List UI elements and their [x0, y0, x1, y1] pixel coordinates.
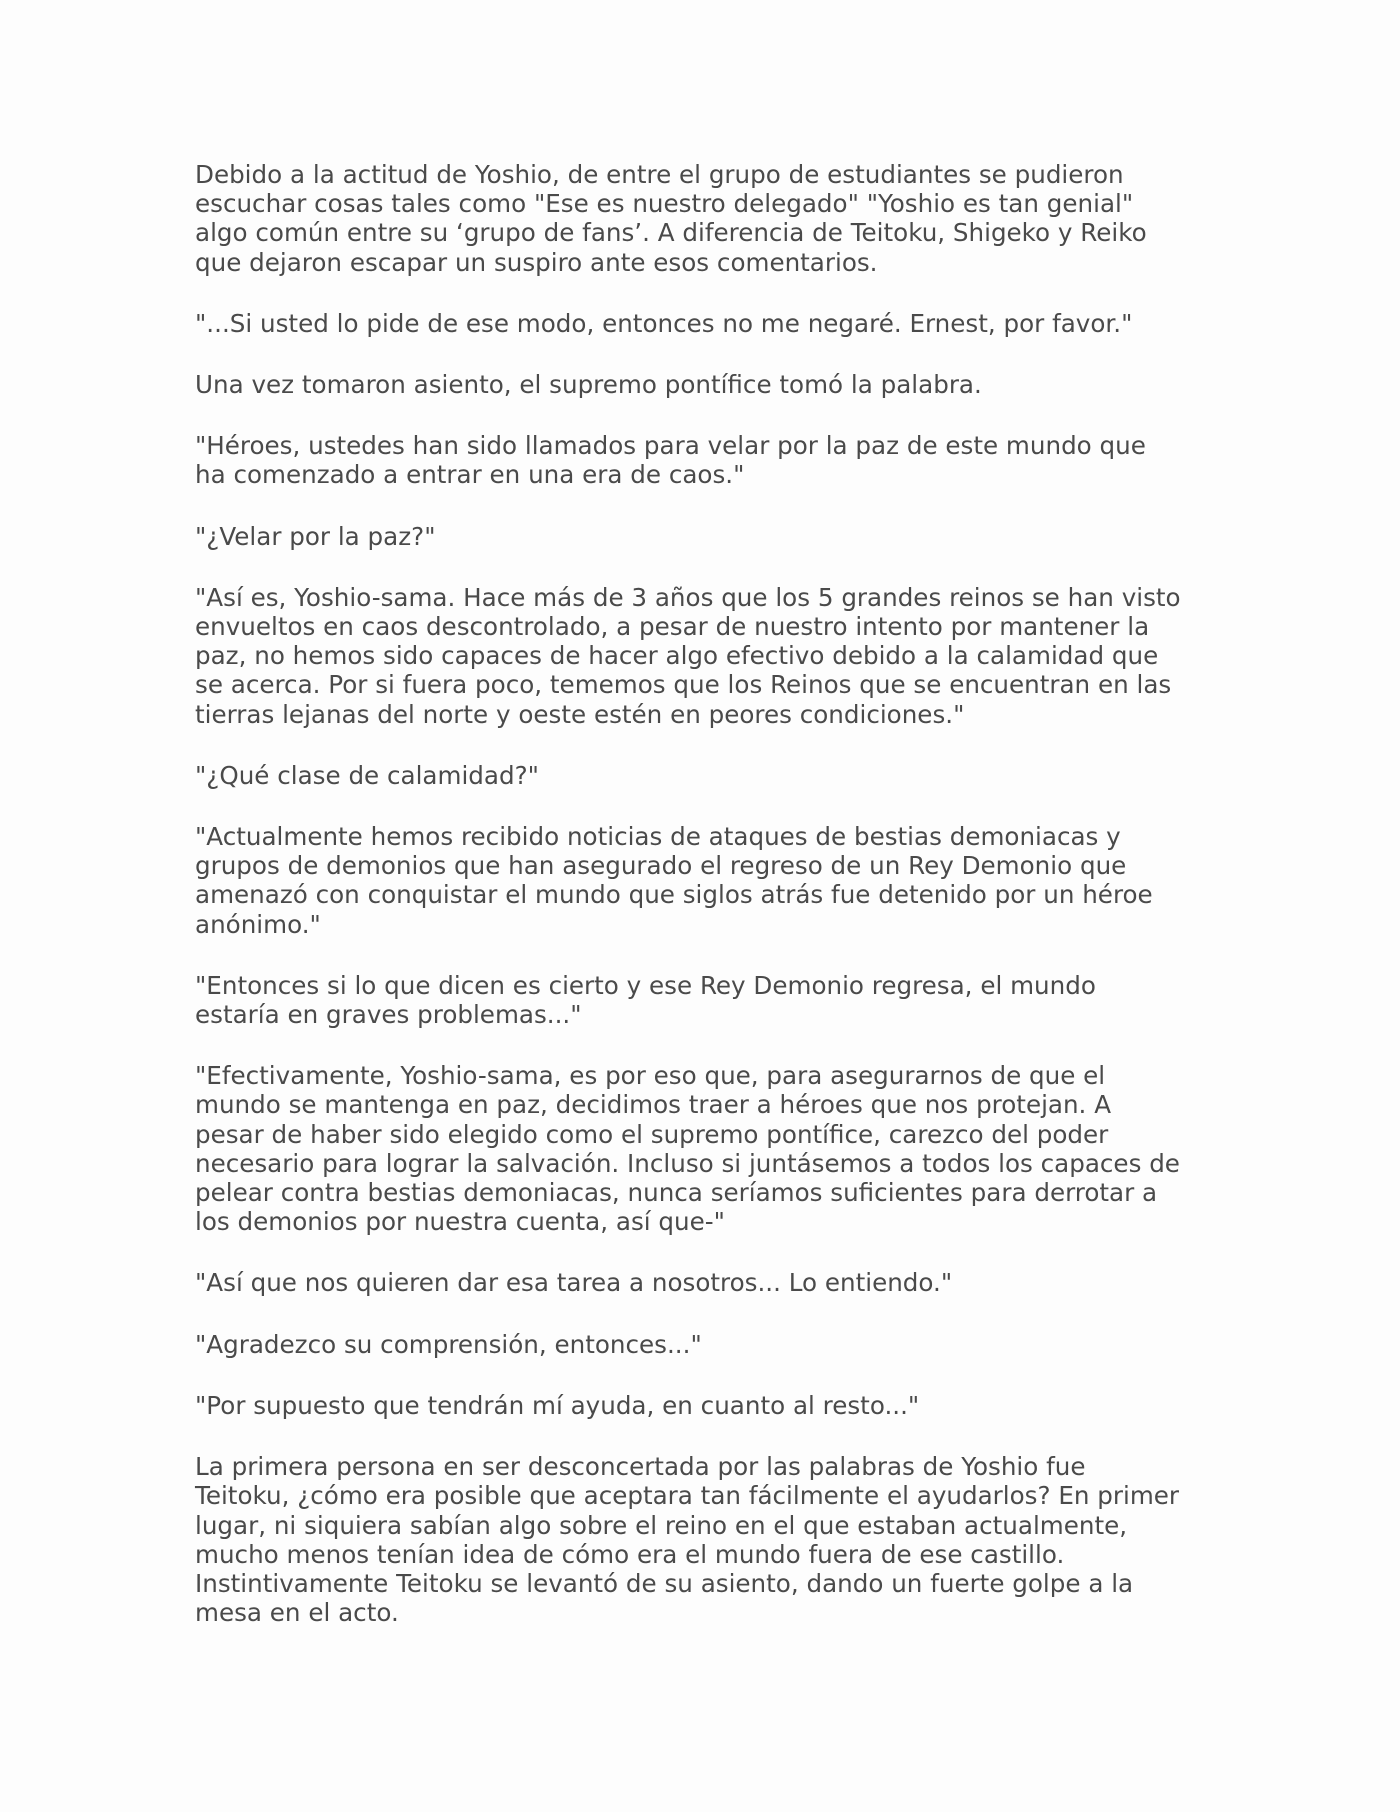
paragraph: La primera persona en ser desconcertada por las palabras de Yoshio fue Teitoku, ¿cómo era posible que aceptara tan fácilmente el ayudarlos? En primer lugar, ni siquiera sabían algo sobre el reino en el que estaban actualmente, mucho menos tenían idea de cómo era el mundo fuera de ese castillo. Instintivamente Teitoku se levantó de su asiento, dando un fuerte golpe a la mesa en el acto.: [195, 1452, 1180, 1628]
paragraph: "Agradezco su comprensión, entonces...": [195, 1329, 702, 1359]
paragraph: "Héroes, ustedes han sido llamados para velar por la paz de este mundo que ha comenzado a entrar en una era de caos.": [195, 431, 1146, 490]
paragraph: "Así es, Yoshio-sama. Hace más de 3 años que los 5 grandes reinos se han visto envueltos en caos descontrolado, a pesar de nuestro intento por mantener la paz, no hemos sido capaces de hacer algo efectivo debido a la calamidad que se acerca. Por si fuera poco, tememos que los Reinos que se encuentran en las tierras lejanas del norte y oeste estén en peores condiciones.": [195, 582, 1181, 729]
paragraph: Debido a la actitud de Yoshio, de entre el grupo de estudiantes se pudieron escuchar cosas tales como "Ese es nuestro delegado" "Yoshio es tan genial" algo común entre su ‘grupo de fans’. A diferencia de Teitoku, Shigeko y Reiko que dejaron escapar un suspiro ante esos comentarios.: [195, 160, 1147, 277]
paragraph: "¿Qué clase de calamidad?": [195, 760, 539, 790]
paragraph: "Así que nos quieren dar esa tarea a nosotros... Lo entiendo.": [195, 1268, 953, 1298]
paragraph: "Actualmente hemos recibido noticias de ataques de bestias demoniacas y grupos de demonios que han asegurado el regreso de un Rey Demonio que amenazó con conquistar el mundo que siglos atrás fue detenido por un héroe anónimo.": [195, 822, 1153, 939]
paragraph: "...Si usted lo pide de ese modo, entonces no me negaré. Ernest, por favor.": [195, 308, 1133, 338]
document-body: [195, 160, 1215, 1659]
paragraph: "Por supuesto que tendrán mí ayuda, en cuanto al resto...": [195, 1390, 920, 1420]
paragraph: "¿Velar por la paz?": [195, 521, 436, 551]
paragraph: "Entonces si lo que dicen es cierto y ese Rey Demonio regresa, el mundo estaría en graves problemas...": [195, 970, 1096, 1030]
paragraph: "Efectivamente, Yoshio-sama, es por eso que, para asegurarnos de que el mundo se mantenga en paz, decidimos traer a héroes que nos protejan. A pesar de haber sido elegido como el supremo pontífice, carezco del poder necesario para lograr la salvación. Incluso si juntásemos a todos los capaces de pelear contra bestias demoniacas, nunca seríamos suficientes para derrotar a los demonios por nuestra cuenta, así que-": [195, 1061, 1180, 1237]
paragraph: Una vez tomaron asiento, el supremo pontífice tomó la palabra.: [195, 370, 982, 400]
